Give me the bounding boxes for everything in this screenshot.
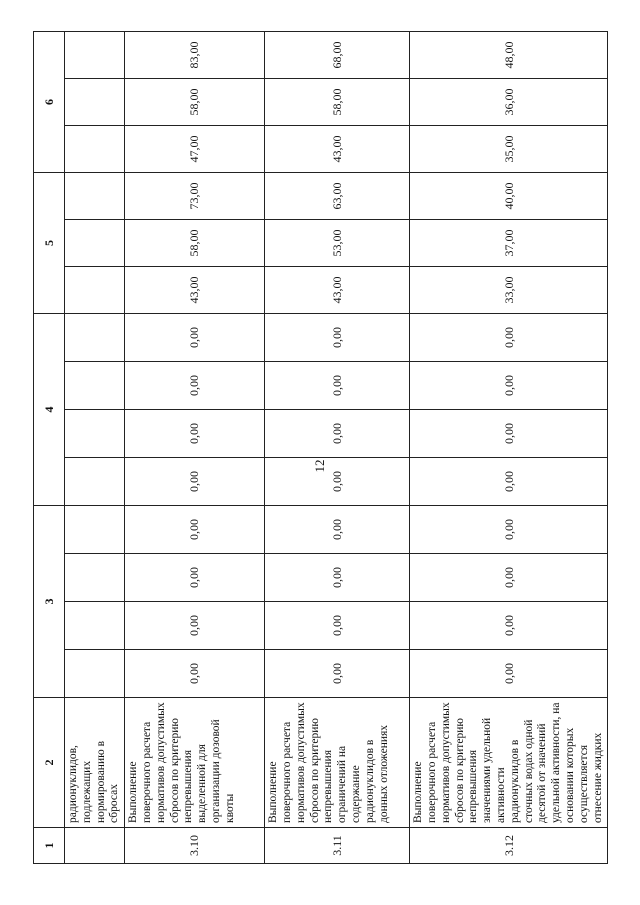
value-cell	[65, 267, 125, 314]
value-cell: 0,00	[265, 314, 410, 362]
value-cell	[65, 220, 125, 267]
value-cell: 40,00	[410, 172, 608, 219]
value-cell: 0,00	[410, 554, 608, 602]
value-cell	[65, 506, 125, 554]
value-cell: 43,00	[265, 125, 410, 172]
table-row	[265, 31, 410, 863]
value-cell: 35,00	[410, 125, 608, 172]
value-cell: 48,00	[410, 31, 608, 78]
row-id: 3.11	[265, 828, 410, 864]
value-cell: 0,00	[410, 650, 608, 698]
value-cell: 0,00	[125, 362, 265, 410]
rotated-table-sheet	[33, 34, 604, 864]
value-cell	[65, 554, 125, 602]
header-col-5: 5	[34, 172, 65, 313]
value-cell: 58,00	[125, 78, 265, 125]
value-cell: 53,00	[265, 220, 410, 267]
header-col-4: 4	[34, 314, 65, 506]
value-cell: 0,00	[410, 314, 608, 362]
value-cell: 47,00	[125, 125, 265, 172]
value-cell: 0,00	[265, 506, 410, 554]
value-cell: 0,00	[410, 458, 608, 506]
value-cell: 37,00	[410, 220, 608, 267]
table-row	[125, 31, 265, 863]
row-id: 3.10	[125, 828, 265, 864]
value-cell: 43,00	[125, 267, 265, 314]
value-cell: 0,00	[265, 602, 410, 650]
value-cell	[65, 314, 125, 362]
value-cell: 0,00	[410, 506, 608, 554]
value-cell: 73,00	[125, 172, 265, 219]
rotated-table-frame	[33, 34, 604, 864]
value-cell: 0,00	[125, 506, 265, 554]
value-cell: 0,00	[265, 458, 410, 506]
value-cell: 58,00	[125, 220, 265, 267]
table-row	[65, 31, 125, 863]
value-cell: 0,00	[410, 602, 608, 650]
value-cell: 33,00	[410, 267, 608, 314]
value-cell: 0,00	[125, 458, 265, 506]
header-col-1: 1	[34, 828, 65, 864]
value-cell	[65, 410, 125, 458]
value-cell	[65, 458, 125, 506]
row-description: Выполнение поверочного расчета нормативов допустимых сбросов по критерию непревышения выделенной для организации дозовой квоты	[125, 698, 265, 828]
row-description: Выполнение поверочного расчета нормативов допустимых сбросов по критерию непревышения значениями удельной активности радионуклидов в сточных водах одной десятой от значений удельной активности, на основании которых осуществляется отнесение жидких	[410, 698, 608, 828]
table-row	[410, 31, 608, 863]
value-cell: 0,00	[410, 362, 608, 410]
header-col-3: 3	[34, 506, 65, 698]
value-cell: 63,00	[265, 172, 410, 219]
value-cell	[65, 78, 125, 125]
value-cell: 83,00	[125, 31, 265, 78]
page-number: 12	[312, 459, 327, 473]
header-col-6: 6	[34, 31, 65, 172]
row-description: радионуклидов, подлежащих нормированию в сбросах	[65, 698, 125, 828]
value-cell: 0,00	[125, 650, 265, 698]
header-col-2: 2	[34, 698, 65, 828]
value-cell	[65, 31, 125, 78]
value-cell: 0,00	[125, 410, 265, 458]
value-cell: 36,00	[410, 78, 608, 125]
value-cell	[65, 650, 125, 698]
value-cell: 0,00	[265, 410, 410, 458]
value-cell: 0,00	[265, 650, 410, 698]
value-cell	[65, 172, 125, 219]
value-cell	[65, 362, 125, 410]
row-id: 3.12	[410, 828, 608, 864]
row-description: Выполнение поверочного расчета нормативов допустимых сбросов по критерию непревышения ограничений на содержание радионуклидов в донных отложениях	[265, 698, 410, 828]
row-id	[65, 828, 125, 864]
data-table	[33, 31, 608, 864]
value-cell	[65, 125, 125, 172]
value-cell: 0,00	[125, 554, 265, 602]
value-cell: 68,00	[265, 31, 410, 78]
header-row	[34, 31, 65, 863]
value-cell: 0,00	[125, 602, 265, 650]
value-cell	[65, 602, 125, 650]
value-cell: 58,00	[265, 78, 410, 125]
value-cell: 0,00	[265, 362, 410, 410]
value-cell: 0,00	[410, 410, 608, 458]
value-cell: 0,00	[125, 314, 265, 362]
value-cell: 0,00	[265, 554, 410, 602]
value-cell: 43,00	[265, 267, 410, 314]
